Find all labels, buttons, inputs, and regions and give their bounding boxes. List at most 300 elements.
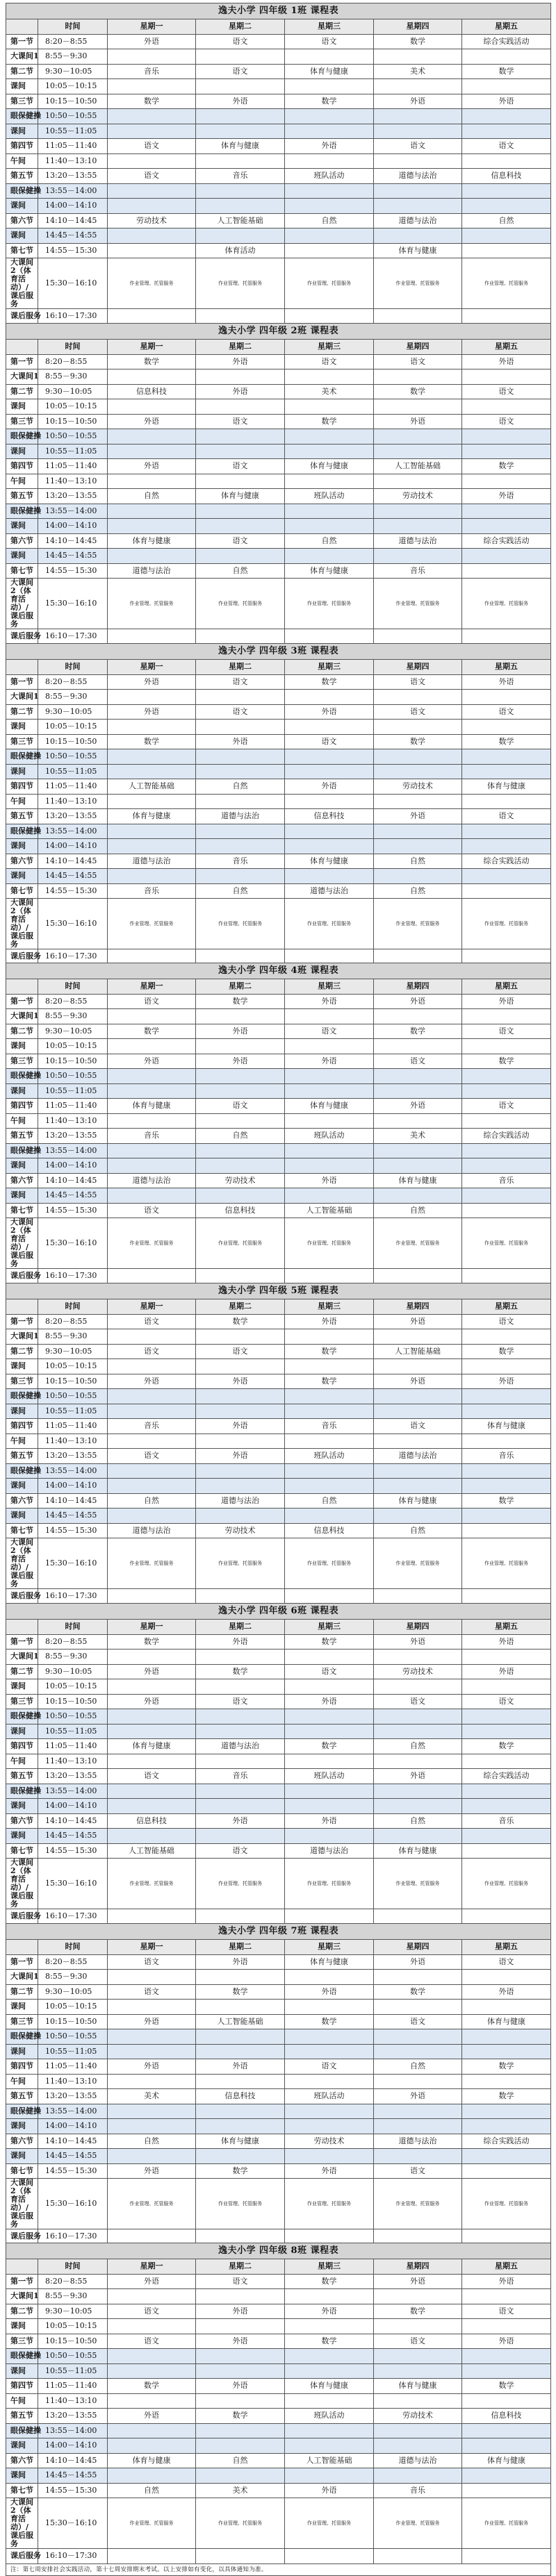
empty-cell (108, 839, 196, 854)
lesson-cell: 音乐 (108, 883, 196, 899)
slot-name: 大课间1 (6, 690, 38, 705)
slot-name: 课间 (6, 519, 38, 534)
empty-cell (462, 839, 551, 854)
timetable-row (6, 1173, 551, 1188)
empty-cell (108, 1589, 196, 1604)
empty-cell (285, 1434, 374, 1449)
after-school-cell: 作业管理、托管服务 (108, 1218, 196, 1269)
lesson-cell: 数学 (285, 414, 374, 429)
class-timetable (6, 963, 550, 1296)
timetable-row (6, 2029, 551, 2045)
empty-cell (285, 1009, 374, 1024)
empty-cell (462, 1970, 551, 1985)
slot-time: 14:55－15:30 (38, 1843, 108, 1859)
slot-time: 10:50－10:55 (38, 1389, 108, 1404)
empty-cell (462, 2423, 551, 2438)
lesson-cell: 体育与健康 (285, 1099, 374, 1114)
slot-time: 13:55－14:00 (38, 183, 108, 199)
empty-cell (196, 309, 285, 324)
empty-cell (196, 2104, 285, 2119)
lesson-cell: 外语 (462, 1374, 551, 1389)
slot-name: 第一节 (6, 1314, 38, 1329)
slot-time: 10:05－10:15 (38, 79, 108, 94)
timetable-row (6, 1679, 551, 1695)
empty-cell (285, 1479, 374, 1494)
slot-time: 10:15－10:50 (38, 1694, 108, 1709)
slot-name: 第五节 (6, 2089, 38, 2104)
slot-time: 14:55－15:30 (38, 2163, 108, 2179)
empty-cell (285, 2468, 374, 2484)
empty-cell (196, 2229, 285, 2245)
empty-cell (196, 79, 285, 94)
empty-cell (108, 309, 196, 324)
lesson-cell: 劳动技术 (374, 2409, 462, 2424)
lesson-cell: 音乐 (108, 1419, 196, 1434)
slot-time: 15:30－16:10 (38, 1218, 108, 1269)
lesson-cell: 美术 (374, 64, 462, 79)
lesson-cell: 外语 (462, 994, 551, 1009)
slot-name: 课间 (6, 2119, 38, 2134)
empty-cell (108, 79, 196, 94)
lesson-cell: 数学 (196, 1314, 285, 1329)
empty-cell (196, 1404, 285, 1419)
empty-cell (196, 720, 285, 735)
class-timetable (6, 3, 550, 336)
empty-cell (108, 629, 196, 645)
after-school-cell: 作业管理、托管服务 (108, 2179, 196, 2229)
lesson-cell: 道德与法治 (374, 1449, 462, 1464)
empty-cell (462, 2393, 551, 2409)
slot-name: 眼保健操 (6, 1709, 38, 1725)
slot-time: 10:50－10:55 (38, 749, 108, 765)
lesson-cell: 体育与健康 (108, 809, 196, 824)
empty-cell (285, 1188, 374, 1204)
empty-cell (196, 1829, 285, 1844)
lesson-cell: 音乐 (462, 1173, 551, 1188)
after-school-cell: 作业管理、托管服务 (196, 579, 285, 629)
empty-cell (285, 2229, 374, 2245)
lesson-cell: 道德与法治 (374, 213, 462, 228)
empty-cell (374, 549, 462, 564)
empty-cell (285, 1269, 374, 1284)
column-header: 时间 (38, 1299, 108, 1315)
lesson-cell: 外语 (462, 2334, 551, 2349)
slot-time: 14:00－14:10 (38, 519, 108, 534)
slot-name: 大课间2（体育活动）/课后服务 (6, 2179, 38, 2229)
lesson-cell: 综合实践活动 (462, 1129, 551, 1144)
lesson-cell (462, 1523, 551, 1538)
slot-time: 14:45－14:55 (38, 1188, 108, 1204)
lesson-cell: 外语 (374, 1769, 462, 1784)
lesson-cell: 语文 (285, 1664, 374, 1679)
slot-time: 8:55－9:30 (38, 690, 108, 705)
empty-cell (374, 1269, 462, 1284)
empty-cell (374, 79, 462, 94)
empty-cell (108, 2319, 196, 2334)
slot-name: 第六节 (6, 1813, 38, 1829)
empty-cell (285, 2074, 374, 2089)
timetable-row (6, 1218, 551, 1269)
lesson-cell: 外语 (285, 1813, 374, 1829)
lesson-cell: 音乐 (196, 169, 285, 184)
slot-name: 眼保健操 (6, 2104, 38, 2119)
lesson-cell: 数学 (374, 2304, 462, 2319)
empty-cell (108, 1829, 196, 1844)
slot-name: 课间 (6, 1829, 38, 1844)
lesson-cell: 劳动技术 (374, 779, 462, 795)
slot-header (6, 19, 38, 35)
slot-time: 8:20－8:55 (38, 34, 108, 49)
timetable-row (6, 519, 551, 534)
lesson-cell: 语文 (108, 1314, 196, 1329)
empty-cell (374, 2149, 462, 2164)
lesson-cell: 综合实践活动 (462, 854, 551, 869)
lesson-cell: 数学 (462, 1344, 551, 1359)
timetable-row (6, 1739, 551, 1754)
slot-name: 第七节 (6, 2163, 38, 2179)
empty-cell (196, 2319, 285, 2334)
timetable-row (6, 2334, 551, 2349)
empty-cell (108, 1359, 196, 1374)
empty-cell (462, 2319, 551, 2334)
slot-name: 午间 (6, 794, 38, 809)
timetable-table (6, 643, 551, 977)
empty-cell (462, 2000, 551, 2015)
lesson-cell (462, 243, 551, 258)
timetable-row (6, 2423, 551, 2438)
lesson-cell (108, 243, 196, 258)
lesson-cell: 外语 (285, 994, 374, 1009)
class-timetable (6, 643, 550, 977)
empty-cell (374, 794, 462, 809)
slot-time: 8:55－9:30 (38, 1650, 108, 1665)
lesson-cell: 信息科技 (196, 2089, 285, 2104)
empty-cell (374, 764, 462, 779)
slot-name: 眼保健操 (6, 429, 38, 444)
timetable-row (6, 243, 551, 258)
column-header: 时间 (38, 979, 108, 995)
empty-cell (108, 504, 196, 519)
timetable-row (6, 2074, 551, 2089)
lesson-cell: 外语 (108, 2059, 196, 2075)
empty-cell (108, 824, 196, 839)
timetable-row (6, 1784, 551, 1799)
after-school-cell: 作业管理、托管服务 (374, 2498, 462, 2549)
timetable-row (6, 2379, 551, 2394)
lesson-cell: 劳动技术 (374, 1664, 462, 1679)
slot-time: 14:10－14:45 (38, 1493, 108, 1509)
empty-cell (462, 228, 551, 244)
empty-cell (285, 124, 374, 139)
slot-name: 课后服务 (6, 1269, 38, 1284)
empty-cell (462, 690, 551, 705)
empty-cell (462, 399, 551, 415)
slot-time: 8:55－9:30 (38, 1009, 108, 1024)
timetable-row (6, 1650, 551, 1665)
empty-cell (108, 1463, 196, 1479)
after-school-cell: 作业管理、托管服务 (196, 2179, 285, 2229)
timetable-row (6, 1709, 551, 1725)
empty-cell (374, 2549, 462, 2564)
lesson-cell: 语文 (374, 2163, 462, 2179)
lesson-cell: 外语 (196, 734, 285, 749)
lesson-cell: 数学 (108, 734, 196, 749)
lesson-cell: 外语 (374, 94, 462, 109)
slot-time: 10:55－11:05 (38, 1404, 108, 1419)
empty-cell (196, 1359, 285, 1374)
empty-cell (108, 199, 196, 214)
lesson-cell: 人工智能基础 (374, 459, 462, 474)
empty-cell (108, 49, 196, 65)
slot-name: 课间 (6, 2044, 38, 2059)
lesson-cell: 语文 (462, 1024, 551, 1039)
lesson-cell: 信息科技 (285, 809, 374, 824)
column-header: 星期四 (374, 2259, 462, 2275)
slot-name: 第六节 (6, 1493, 38, 1509)
empty-cell (462, 869, 551, 884)
slot-name: 大课间1 (6, 49, 38, 65)
lesson-cell: 班队活动 (285, 1449, 374, 1464)
slot-name: 课间 (6, 2468, 38, 2484)
empty-cell (374, 504, 462, 519)
lesson-cell: 数学 (462, 2379, 551, 2394)
empty-cell (108, 474, 196, 489)
after-school-cell: 作业管理、托管服务 (462, 1538, 551, 1589)
slot-time: 14:45－14:55 (38, 549, 108, 564)
lesson-cell: 自然 (285, 213, 374, 228)
slot-time: 13:55－14:00 (38, 1784, 108, 1799)
empty-cell (285, 309, 374, 324)
slot-name: 第七节 (6, 563, 38, 579)
slot-time: 10:15－10:50 (38, 1054, 108, 1069)
empty-cell (462, 1359, 551, 1374)
empty-cell (285, 2423, 374, 2438)
slot-time: 16:10－17:30 (38, 2549, 108, 2564)
column-header: 星期一 (108, 979, 196, 995)
after-school-cell: 作业管理、托管服务 (108, 258, 196, 309)
timetable-row (6, 2089, 551, 2104)
empty-cell (374, 399, 462, 415)
empty-cell (285, 474, 374, 489)
lesson-cell: 语文 (196, 1344, 285, 1359)
empty-cell (285, 949, 374, 965)
lesson-cell: 外语 (196, 1954, 285, 1970)
empty-cell (285, 2549, 374, 2564)
lesson-cell: 数学 (462, 1493, 551, 1509)
lesson-cell: 综合实践活动 (462, 1769, 551, 1784)
slot-name: 课间 (6, 2438, 38, 2454)
slot-time: 10:15－10:50 (38, 2014, 108, 2029)
lesson-cell: 语文 (285, 2059, 374, 2075)
empty-cell (196, 1724, 285, 1739)
lesson-cell: 自然 (196, 1129, 285, 1144)
slot-time: 14:55－15:30 (38, 243, 108, 258)
slot-name: 课间 (6, 839, 38, 854)
lesson-cell: 道德与法治 (196, 1739, 285, 1754)
lesson-cell: 体育与健康 (285, 2379, 374, 2394)
empty-cell (196, 2468, 285, 2484)
slot-name: 课间 (6, 399, 38, 415)
empty-cell (196, 1434, 285, 1449)
slot-time: 14:10－14:45 (38, 213, 108, 228)
lesson-cell: 数学 (374, 34, 462, 49)
lesson-cell: 综合实践活动 (462, 2134, 551, 2149)
slot-name: 课间 (6, 869, 38, 884)
lesson-cell: 自然 (108, 1493, 196, 1509)
column-header: 星期五 (462, 979, 551, 995)
empty-cell (462, 2149, 551, 2164)
empty-cell (108, 690, 196, 705)
empty-cell (196, 1784, 285, 1799)
lesson-cell: 语文 (196, 533, 285, 549)
empty-cell (374, 1188, 462, 1204)
empty-cell (108, 1269, 196, 1284)
lesson-cell: 数学 (374, 1984, 462, 2000)
after-school-cell: 作业管理、托管服务 (108, 2498, 196, 2549)
slot-time: 16:10－17:30 (38, 629, 108, 645)
empty-cell (196, 1650, 285, 1665)
timetable-title: 逸夫小学 四年级 2班 课程表 (6, 324, 551, 340)
class-timetable (6, 1923, 550, 2257)
column-header: 星期三 (285, 1299, 374, 1315)
empty-cell (374, 1754, 462, 1769)
column-header: 星期四 (374, 660, 462, 675)
lesson-cell: 劳动技术 (108, 213, 196, 228)
lesson-cell: 音乐 (108, 1129, 196, 1144)
empty-cell (285, 1784, 374, 1799)
lesson-cell: 体育与健康 (374, 243, 462, 258)
empty-cell (374, 2074, 462, 2089)
empty-cell (374, 869, 462, 884)
slot-header (6, 660, 38, 675)
slot-name: 午间 (6, 153, 38, 169)
empty-cell (462, 1404, 551, 1419)
timetable-row (6, 1754, 551, 1769)
timetable-row (6, 1493, 551, 1509)
empty-cell (196, 2000, 285, 2015)
slot-name: 眼保健操 (6, 2349, 38, 2364)
slot-name: 大课间2（体育活动）/课后服务 (6, 899, 38, 949)
lesson-cell: 自然 (108, 2134, 196, 2149)
column-header: 星期五 (462, 1299, 551, 1315)
empty-cell (196, 2149, 285, 2164)
empty-cell (196, 429, 285, 444)
timetable-row (6, 2163, 551, 2179)
column-header: 星期一 (108, 1940, 196, 1955)
slot-time: 11:40－13:10 (38, 1754, 108, 1769)
timetable-table (6, 963, 551, 1296)
empty-cell (285, 1463, 374, 1479)
empty-cell (108, 1329, 196, 1345)
timetable-row (6, 1269, 551, 1284)
lesson-cell: 外语 (374, 2274, 462, 2289)
lesson-cell: 体育与健康 (462, 1419, 551, 1434)
slot-time: 14:10－14:45 (38, 533, 108, 549)
column-header: 星期二 (196, 1620, 285, 1635)
lesson-cell: 音乐 (374, 2483, 462, 2498)
slot-time: 13:20－13:55 (38, 2409, 108, 2424)
after-school-cell: 作业管理、托管服务 (285, 1538, 374, 1589)
timetable-row (6, 824, 551, 839)
column-header: 星期三 (285, 1940, 374, 1955)
slot-name: 课间 (6, 2149, 38, 2164)
empty-cell (285, 1724, 374, 1739)
empty-cell (285, 2119, 374, 2134)
empty-cell (374, 1799, 462, 1814)
slot-name: 大课间2（体育活动）/课后服务 (6, 1859, 38, 1909)
slot-time: 16:10－17:30 (38, 1909, 108, 1925)
timetable-row (6, 949, 551, 965)
empty-cell (196, 839, 285, 854)
slot-name: 第一节 (6, 674, 38, 690)
lesson-cell: 语文 (196, 704, 285, 720)
slot-name: 第五节 (6, 809, 38, 824)
lesson-cell: 外语 (108, 1664, 196, 1679)
empty-cell (196, 504, 285, 519)
slot-time: 10:05－10:15 (38, 1679, 108, 1695)
slot-name: 第四节 (6, 1419, 38, 1434)
timetable-note: 注：第七周安排社会实践活动，第十七周安排期末考试。以上安排如有变化，以具体通知为准。 (6, 2563, 551, 2575)
slot-time: 15:30－16:10 (38, 899, 108, 949)
slot-time: 13:20－13:55 (38, 169, 108, 184)
slot-time: 10:15－10:50 (38, 734, 108, 749)
slot-time: 14:45－14:55 (38, 869, 108, 884)
lesson-cell: 数学 (108, 1634, 196, 1650)
timetable-row (6, 533, 551, 549)
slot-name: 第一节 (6, 994, 38, 1009)
after-school-cell: 作业管理、托管服务 (285, 1218, 374, 1269)
column-header: 星期一 (108, 2259, 196, 2275)
empty-cell (285, 1650, 374, 1665)
lesson-cell: 语文 (196, 459, 285, 474)
empty-cell (108, 1143, 196, 1158)
lesson-cell: 体育与健康 (108, 2453, 196, 2468)
timetable-row (6, 2304, 551, 2319)
slot-name: 课后服务 (6, 1909, 38, 1925)
empty-cell (462, 2029, 551, 2045)
after-school-cell: 作业管理、托管服务 (285, 1859, 374, 1909)
after-school-cell: 作业管理、托管服务 (462, 2179, 551, 2229)
empty-cell (108, 2289, 196, 2304)
timetable-row (6, 1799, 551, 1814)
lesson-cell: 外语 (285, 139, 374, 154)
lesson-cell: 外语 (196, 384, 285, 399)
empty-cell (462, 1463, 551, 1479)
lesson-cell: 班队活动 (285, 2409, 374, 2424)
empty-cell (374, 49, 462, 65)
empty-cell (108, 1009, 196, 1024)
lesson-cell: 语文 (462, 1954, 551, 1970)
timetable-row (6, 1589, 551, 1604)
slot-time: 8:20－8:55 (38, 994, 108, 1009)
empty-cell (196, 1188, 285, 1204)
slot-time: 14:55－15:30 (38, 883, 108, 899)
empty-cell (462, 1083, 551, 1099)
empty-cell (462, 2468, 551, 2484)
lesson-cell: 外语 (196, 354, 285, 369)
lesson-cell: 语文 (462, 704, 551, 720)
empty-cell (285, 1158, 374, 1174)
empty-cell (196, 2423, 285, 2438)
lesson-cell: 语文 (108, 1344, 196, 1359)
lesson-cell: 语文 (108, 1954, 196, 1970)
slot-name: 眼保健操 (6, 1784, 38, 1799)
lesson-cell: 数学 (462, 2089, 551, 2104)
empty-cell (108, 2074, 196, 2089)
timetable-row (6, 153, 551, 169)
slot-name: 课后服务 (6, 2549, 38, 2564)
column-header: 时间 (38, 1620, 108, 1635)
